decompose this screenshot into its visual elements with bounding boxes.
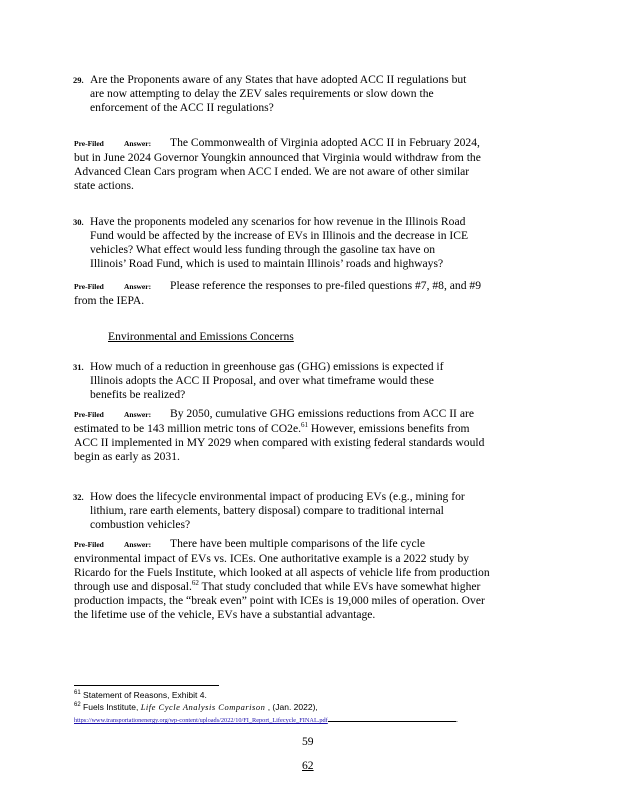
answer-30 <box>74 279 504 308</box>
footnote-end: . <box>455 714 459 724</box>
answer-label: Answer: <box>124 139 152 148</box>
answer-32 <box>74 537 504 622</box>
question-line: How much of a reduction in greenhouse gas (GHG) emissions is expected if <box>90 360 444 373</box>
footnote-text: Fuels Institute, <box>80 702 141 712</box>
answer-line: However, emissions benefits from <box>308 422 470 435</box>
question-line: Illinois’ Road Fund, which is used to maintain Illinois’ roads and highways? <box>90 257 444 270</box>
page-number-inner: 59 <box>302 735 314 748</box>
question-line: Fund would be affected by the increase of EVs in Illinois and the decrease in ICE <box>90 229 469 242</box>
answer-line: ACC II implemented in MY 2029 when compared with existing federal standards would <box>74 436 485 449</box>
answer-line: The Commonwealth of Virginia adopted ACC II in February 2024, <box>170 136 480 149</box>
answer-line: Advanced Clean Cars program when ACC I ended. We are not aware of other similar <box>74 165 470 178</box>
question-line: benefits be realized? <box>90 388 186 401</box>
footnote-number: 61 <box>74 690 81 697</box>
answer-29 <box>74 136 504 193</box>
prefiled-label: Pre-Filed <box>74 540 104 549</box>
question-line: are now attempting to delay the ZEV sales requirements or slow down the <box>90 87 434 100</box>
answer-label: Answer: <box>124 282 152 291</box>
answer-31 <box>74 407 504 464</box>
question-line: combustion vehicles? <box>90 518 191 531</box>
footnote-61 <box>74 690 207 700</box>
answer-line: estimated to be 143 million metric tons of CO2e. <box>74 422 302 435</box>
footnote-url-link[interactable]: https://www.transportationenergy.org/wp-content/uploads/2022/10/FI_Report_Lifecycle_FINAL.pdf <box>74 717 328 724</box>
url-underline-extension <box>328 721 456 722</box>
question-line: How does the lifecycle environmental impact of producing EVs (e.g., mining for <box>90 490 465 503</box>
footnote-ref-62[interactable]: 62 <box>191 579 199 588</box>
answer-line: begin as early as 2031. <box>74 450 180 463</box>
question-number: 30. <box>73 217 84 227</box>
footnote-62-link-line <box>74 714 458 726</box>
answer-line: state actions. <box>74 179 134 192</box>
question-number: 29. <box>73 75 84 85</box>
question-line: Illinois adopts the ACC II Proposal, and over what timeframe would these <box>90 374 434 387</box>
page-number-outer: 62 <box>302 759 314 772</box>
answer-line: Please reference the responses to pre-filed questions #7, #8, and #9 <box>170 279 481 292</box>
footnote-title: Life Cycle Analysis Comparison <box>140 702 266 712</box>
answer-line: through use and disposal. <box>74 580 192 593</box>
footnote-divider <box>74 685 219 686</box>
footnote-ref-61[interactable]: 61 <box>301 421 309 430</box>
footnote-number: 62 <box>74 702 81 709</box>
question-number: 31. <box>73 362 84 372</box>
prefiled-label: Pre-Filed <box>74 410 104 419</box>
question-line: vehicles? What effect would less funding through the gasoline tax have on <box>90 243 436 256</box>
answer-line: production impacts, the “break even” point with ICEs is 19,000 miles of operation. Over <box>74 594 485 607</box>
answer-label: Answer: <box>124 540 152 549</box>
question-29 <box>73 73 530 115</box>
prefiled-label: Pre-Filed <box>74 139 104 148</box>
footnote-date: , (Jan. 2022), <box>265 702 318 712</box>
section-heading: Environmental and Emissions Concerns <box>108 330 294 343</box>
answer-line: There have been multiple comparisons of the life cycle <box>170 537 425 550</box>
answer-line: but in June 2024 Governor Youngkin announced that Virginia would withdraw from the <box>74 151 481 164</box>
question-32 <box>73 490 530 532</box>
answer-line: By 2050, cumulative GHG emissions reductions from ACC II are <box>170 407 474 420</box>
answer-line: the lifetime use of the vehicle, EVs have a substantial advantage. <box>74 608 376 621</box>
prefiled-label: Pre-Filed <box>74 282 104 291</box>
question-line: Have the proponents modeled any scenarios for how revenue in the Illinois Road <box>90 215 466 228</box>
answer-line: from the IEPA. <box>74 294 145 307</box>
footnote-text: Statement of Reasons, Exhibit 4. <box>80 690 207 700</box>
answer-line: That study concluded that while EVs have somewhat higher <box>198 580 481 593</box>
question-line: lithium, rare earth elements, battery disposal) compare to traditional internal <box>90 504 444 517</box>
answer-label: Answer: <box>124 410 152 419</box>
question-number: 32. <box>73 492 84 502</box>
question-31 <box>73 360 530 402</box>
question-30 <box>73 215 530 271</box>
question-line: Are the Proponents aware of any States that have adopted ACC II regulations but <box>90 73 467 86</box>
question-line: enforcement of the ACC II regulations? <box>90 101 274 114</box>
footnote-62 <box>74 702 318 712</box>
answer-line: Ricardo for the Fuels Institute, which looked at all aspects of vehicle life from production <box>74 566 490 579</box>
answer-line: environmental impact of EVs vs. ICEs. One authoritative example is a 2022 study by <box>74 552 470 565</box>
